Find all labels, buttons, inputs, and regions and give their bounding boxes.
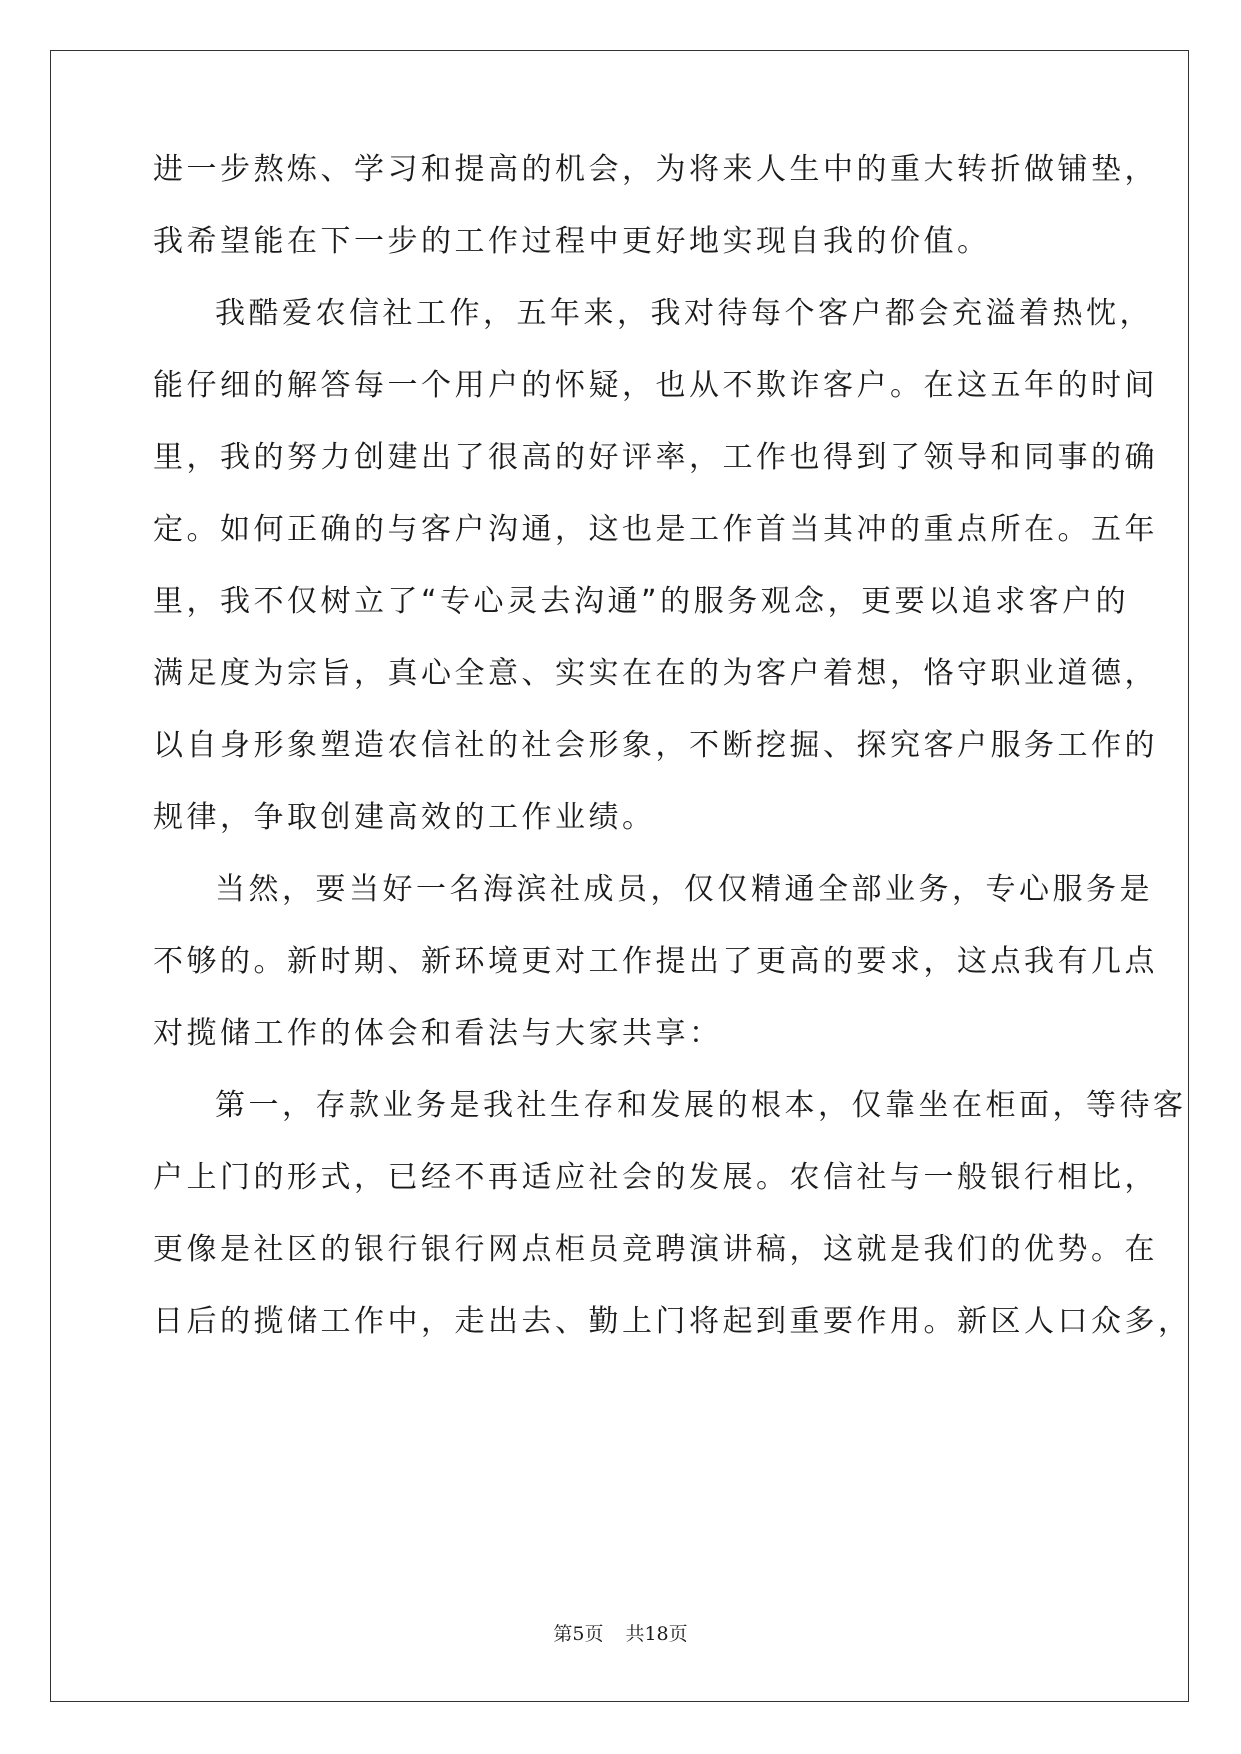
text-line: 更像是社区的银行银行网点柜员竞聘演讲稿，这就是我们的优势。在	[153, 1232, 1158, 1267]
text-line: 日后的揽储工作中，走出去、勤上门将起到重要作用。新区人口众多，	[153, 1304, 1192, 1339]
text-line: 里，我不仅树立了“专心灵去沟通”的服务观念，更要以追求客户的	[153, 584, 1130, 619]
page-total: 共18页	[625, 1623, 688, 1645]
text-line: 以自身形象塑造农信社的社会形象，不断挖掘、探究客户服务工作的	[153, 728, 1158, 763]
text-line-first: 第一，存款业务是我社生存和发展的根本，仅靠坐在柜面，等待客	[215, 1088, 1187, 1123]
text-line: 进一步熬炼、学习和提高的机会，为将来人生中的重大转折做铺垫，	[153, 152, 1158, 187]
text-line: 规律，争取创建高效的工作业绩。	[153, 800, 656, 835]
text-line-first: 当然，要当好一名海滨社成员，仅仅精通全部业务，专心服务是	[215, 872, 1153, 907]
page-footer	[0, 1622, 1241, 1646]
text-line: 里，我的努力创建出了很高的好评率，工作也得到了领导和同事的确	[153, 440, 1158, 475]
text-line: 定。如何正确的与客户沟通，这也是工作首当其冲的重点所在。五年	[153, 512, 1158, 547]
text-line: 不够的。新时期、新环境更对工作提出了更高的要求，这点我有几点	[153, 944, 1158, 979]
text-line: 对揽储工作的体会和看法与大家共享：	[153, 1016, 723, 1051]
page-number: 第5页	[553, 1623, 604, 1645]
text-line-first: 我酷爱农信社工作，五年来，我对待每个客户都会充溢着热忱，	[215, 296, 1153, 331]
text-line: 能仔细的解答每一个用户的怀疑，也从不欺诈客户。在这五年的时间	[153, 368, 1158, 403]
text-line: 满足度为宗旨，真心全意、实实在在的为客户着想，恪守职业道德，	[153, 656, 1158, 691]
text-line: 户上门的形式，已经不再适应社会的发展。农信社与一般银行相比，	[153, 1160, 1158, 1195]
text-line: 我希望能在下一步的工作过程中更好地实现自我的价值。	[153, 224, 991, 259]
